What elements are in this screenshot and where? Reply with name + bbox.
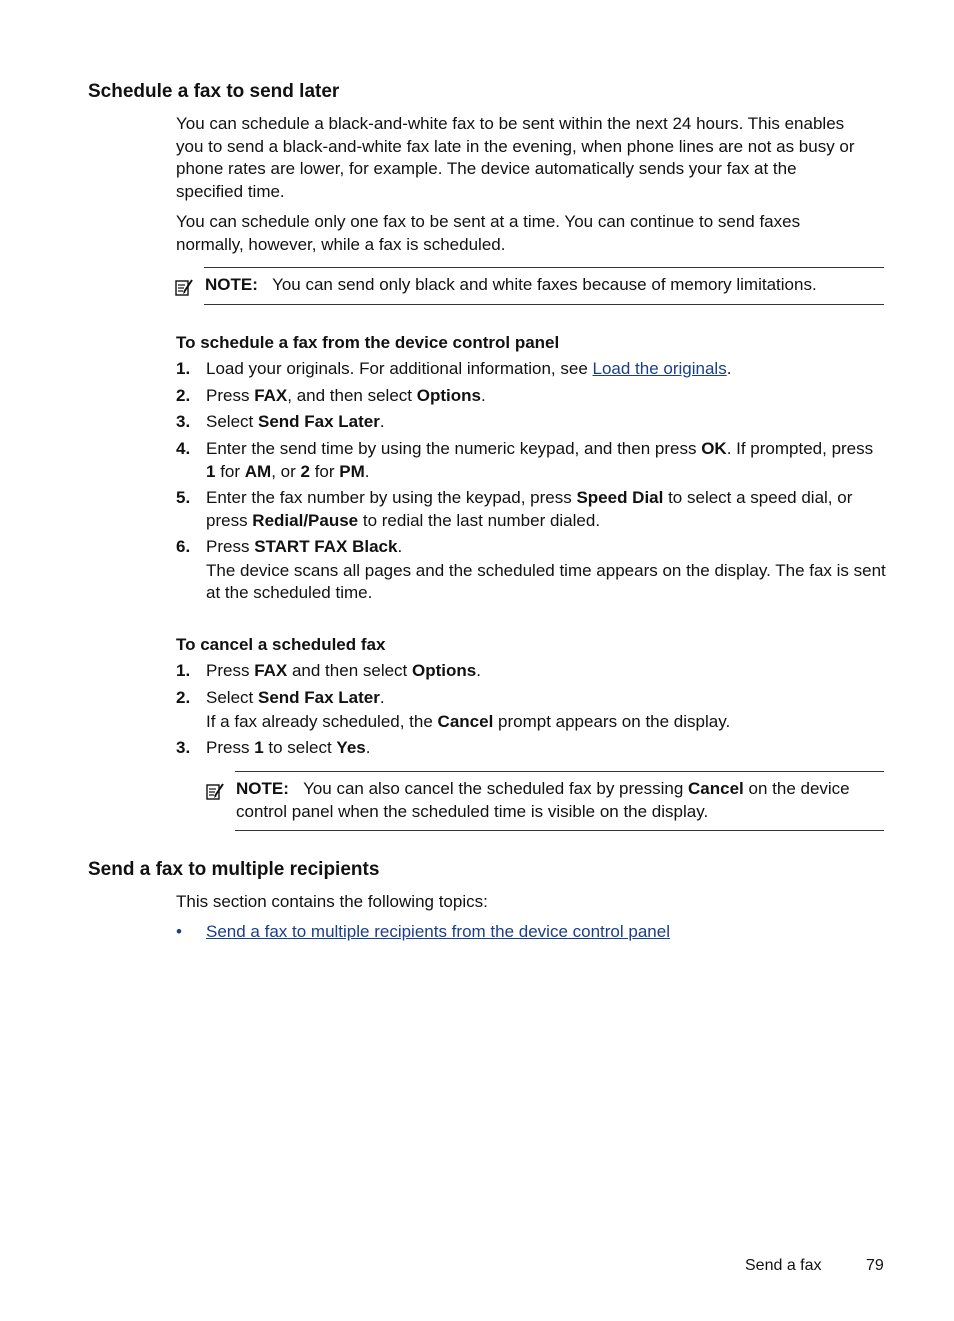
procedure-heading-cancel: To cancel a scheduled fax xyxy=(176,635,386,654)
menu-send-fax-later: Send Fax Later xyxy=(257,688,380,707)
step-detail: The device scans all pages and the scheduled time appears on the display. The fax is sent at the scheduled time. xyxy=(206,560,886,602)
menu-send-fax-later: Send Fax Later xyxy=(257,412,380,431)
topics-intro: This section contains the following topics: xyxy=(176,892,488,911)
note-box-memory xyxy=(204,267,884,305)
key-fax: FAX xyxy=(254,386,288,405)
intro-paragraph: You can schedule a black-and-white fax to be sent within the next 24 hours. This enables you to send a black-and-white fax late in the evening, when phone lines are not as busy or phone rates are lower, for example. The device automatically sends your fax at the specified time. xyxy=(176,114,855,201)
step-text: Press xyxy=(206,386,255,405)
step-text: , or xyxy=(271,461,301,481)
step-number: 1. xyxy=(176,359,191,378)
key-speed-dial: Speed Dial xyxy=(576,488,664,507)
scheduling-limit-paragraph: You can schedule only one fax to be sent at a time. You can continue to send faxes normally, however, while a fax is scheduled. xyxy=(176,212,801,254)
step-detail: If a fax already scheduled, the xyxy=(206,711,438,731)
step-text: for xyxy=(309,461,340,481)
note-label: NOTE: xyxy=(205,275,258,294)
step-number: 2. xyxy=(176,386,191,405)
page-number: 79 xyxy=(866,1257,884,1274)
step-text: . xyxy=(365,738,371,757)
step-text: Press xyxy=(206,537,255,556)
step-text: Enter the send time by using the numeric keypad, and then press xyxy=(206,439,702,458)
step-text: Select xyxy=(206,688,258,707)
step-number: 6. xyxy=(176,537,191,556)
bullet: • xyxy=(176,922,182,941)
step-text: Press xyxy=(206,661,255,680)
key-2: 2 xyxy=(300,461,310,481)
step-text: Press xyxy=(206,738,255,757)
multiple-recipients-link[interactable]: Send a fax to multiple recipients from the device control panel xyxy=(206,922,670,941)
key-1: 1 xyxy=(254,738,264,757)
load-originals-link[interactable]: Load the originals xyxy=(592,359,727,378)
key-1: 1 xyxy=(206,461,216,481)
note-icon xyxy=(205,781,225,801)
step-number: 3. xyxy=(176,412,191,431)
step-text: Enter the fax number by using the keypad, press xyxy=(206,488,577,507)
step-number: 5. xyxy=(176,488,191,507)
key-cancel: Cancel xyxy=(688,779,744,798)
step-text: . xyxy=(397,537,403,556)
step-text: . xyxy=(379,688,385,707)
step-text: to select xyxy=(263,738,337,757)
step-text: . xyxy=(726,359,732,378)
key-options: Options xyxy=(416,386,481,405)
prompt-cancel: Cancel xyxy=(437,711,494,731)
step-text: . xyxy=(364,461,370,481)
key-start-fax-black: START FAX Black xyxy=(254,537,398,556)
step-number: 2. xyxy=(176,688,191,707)
step-number: 4. xyxy=(176,439,191,458)
step-text: . xyxy=(476,661,481,680)
step-text: to select a speed dial, or press xyxy=(206,488,853,530)
step-text: , and then select xyxy=(287,386,417,405)
step-number: 1. xyxy=(176,661,191,680)
step-text: . If prompted, press xyxy=(726,439,874,458)
step-detail: prompt appears on the display. xyxy=(493,711,731,731)
key-options: Options xyxy=(412,661,477,680)
section-heading-multiple-recipients: Send a fax to multiple recipients xyxy=(88,859,380,880)
step-number: 3. xyxy=(176,738,191,757)
option-yes: Yes xyxy=(336,738,366,757)
key-fax: FAX xyxy=(254,661,288,680)
note-box-cancel xyxy=(235,771,884,831)
step-text: and then select xyxy=(287,661,413,680)
topic-list-item xyxy=(176,921,670,944)
key-ok: OK xyxy=(701,439,727,458)
key-redial-pause: Redial/Pause xyxy=(252,510,359,530)
step-text: Load your originals. For additional information, see xyxy=(206,359,593,378)
procedure-heading-schedule: To schedule a fax from the device control panel xyxy=(176,333,560,352)
option-am: AM xyxy=(244,461,272,481)
step-text: . xyxy=(379,412,385,431)
option-pm: PM xyxy=(339,461,365,481)
step-text: Select xyxy=(206,412,258,431)
note-text: on the device control panel when the scheduled time is visible on the display. xyxy=(236,779,850,821)
note-label: NOTE: xyxy=(236,779,289,798)
step-text: . xyxy=(480,386,486,405)
section-heading-schedule: Schedule a fax to send later xyxy=(88,81,340,102)
note-text: You can send only black and white faxes because of memory limitations. xyxy=(272,275,817,294)
step-text: to redial the last number dialed. xyxy=(358,510,601,530)
note-text: You can also cancel the scheduled fax by pressing xyxy=(303,779,689,798)
step-text: for xyxy=(215,461,245,481)
note-icon xyxy=(174,277,194,297)
footer-chapter: Send a fax xyxy=(745,1257,822,1274)
